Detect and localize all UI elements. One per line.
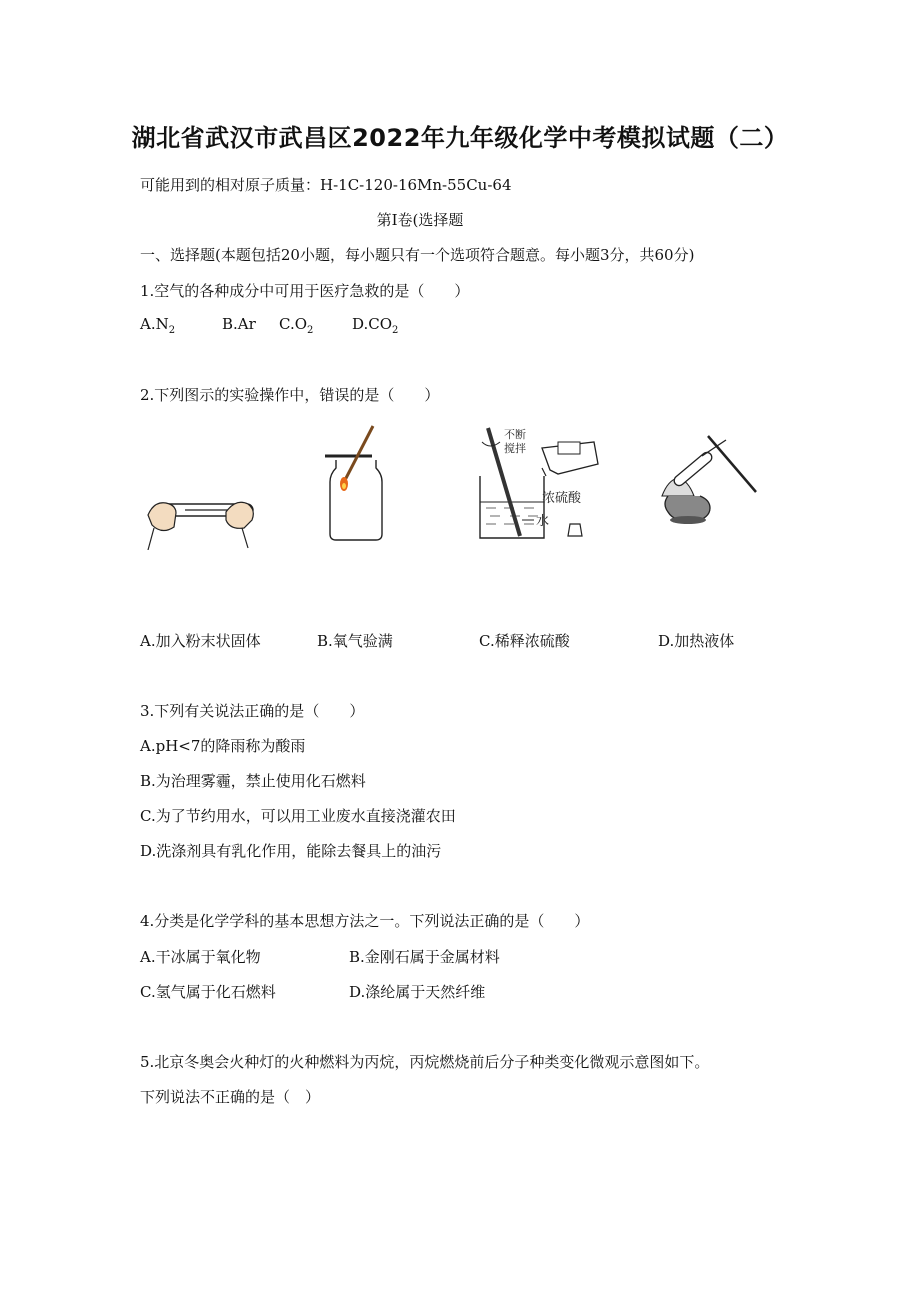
q4-option-a: A.干冰属于氧化物 (140, 948, 261, 966)
heating-liquid-figure (662, 436, 756, 524)
q1-option-d: $D.CO_2$ (352, 315, 399, 336)
q1-option-b: B.Ar (222, 315, 256, 333)
stir-label-line2: 搅拌 (504, 442, 526, 455)
water-label: 水 (536, 514, 550, 529)
section-title: 第Ⅰ卷(选择题 (376, 211, 464, 229)
atomic-mass-line: 可能用到的相对原子质量：H-1C-120-16Mn-55Cu-64 (140, 176, 512, 194)
powder-test-tube-figure (148, 502, 253, 550)
acid-dilution-figure (480, 427, 598, 538)
q4-option-c: C.氢气属于化石燃料 (140, 983, 276, 1001)
q2-option-b: B.氧气验满 (317, 632, 393, 650)
question-1-stem: 1.空气的各种成分中可用于医疗急救的是（ ） (140, 282, 470, 300)
oxygen-test-figure (325, 426, 382, 540)
question-2-stem: 2.下列图示的实验操作中，错误的是（ ） (140, 386, 440, 404)
part-one-instructions: 一、选择题(本题包括20小题，每小题只有一个选项符合题意。每小题3分，共60分) (140, 246, 695, 264)
exam-title: 湖北省武汉市武昌区2022年九年级化学中考模拟试题（二） (131, 124, 789, 152)
q1-option-a: $A.N_2$ (140, 315, 176, 336)
q3-option-a: A.pH<7的降雨称为酸雨 (140, 737, 306, 755)
question-5-stem-line1: 5.北京冬奥会火种灯的火种燃料为丙烷，丙烷燃烧前后分子种类变化微观示意图如下。 (140, 1053, 710, 1071)
acid-label: 浓硫酸 (542, 491, 582, 506)
q2-option-a: A.加入粉末状固体 (140, 632, 261, 650)
question-4-stem: 4.分类是化学学科的基本思想方法之一。下列说法正确的是（ ） (140, 912, 590, 930)
q4-option-d: D.涤纶属于天然纤维 (349, 983, 486, 1001)
q2-option-c: C.稀释浓硫酸 (479, 632, 570, 650)
stir-label-line1: 不断 (504, 428, 526, 441)
q2-option-d: D.加热液体 (658, 632, 735, 650)
question-5-stem-line2: 下列说法不正确的是（ ） (140, 1088, 321, 1106)
q1-option-c: $C.O_2$ (279, 315, 314, 336)
q4-option-b: B.金刚石属于金属材料 (349, 948, 500, 966)
q3-option-b: B.为治理雾霾，禁止使用化石燃料 (140, 772, 366, 790)
q3-option-d: D.洗涤剂具有乳化作用，能除去餐具上的油污 (140, 842, 442, 860)
question-3-stem: 3.下列有关说法正确的是（ ） (140, 702, 365, 720)
q2-figure-row (130, 420, 790, 550)
q3-option-c: C.为了节约用水，可以用工业废水直接浇灌农田 (140, 807, 456, 825)
